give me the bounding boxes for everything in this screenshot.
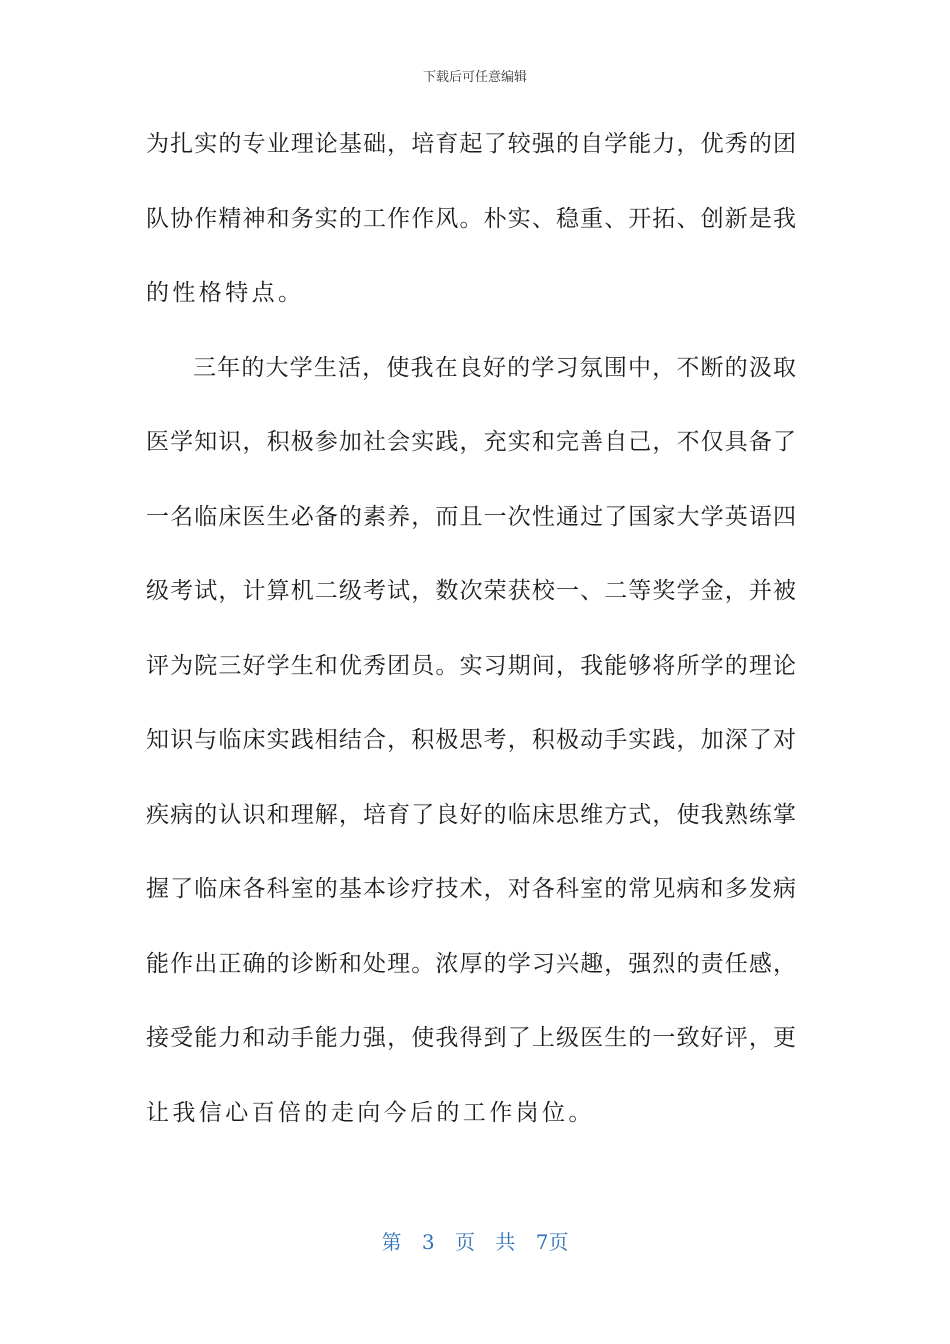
paragraph-2-line-4: 级考试，计算机二级考试，数次荣获校一、二等奖学金，并被 — [146, 578, 796, 604]
paragraph-2-line-7: 疾病的认识和理解，培育了良好的临床思维方式，使我熟练掌 — [146, 801, 796, 828]
paragraph-2-line-3: 一名临床医生必备的素养，而且一次性通过了国家大学英语四 — [146, 503, 796, 530]
page-footer — [0, 1226, 950, 1255]
paragraph-2-line-2: 医学知识，积极参加社会实践，充实和完善自己，不仅具备了 — [146, 429, 796, 455]
paragraph-2-line-1: 三年的大学生活，使我在良好的学习氛围中，不断的汲取 — [193, 354, 796, 381]
page-header: 下载后可任意编辑 — [422, 70, 527, 85]
footer-label-gong: 共 — [495, 1230, 516, 1254]
footer-page-total: 7页 — [535, 1230, 569, 1254]
footer-label-ye: 页 — [455, 1230, 475, 1254]
paragraph-2-line-11: 让我信心百倍的走向今后的工作岗位。 — [146, 1099, 595, 1126]
paragraph-2-line-5: 评为院三好学生和优秀团员。实习期间，我能够将所学的理论 — [146, 652, 796, 679]
paragraph-2-line-9: 能作出正确的诊断和处理。浓厚的学习兴趣，强烈的责任感， — [146, 950, 796, 977]
footer-page-current: 3 — [421, 1230, 435, 1254]
paragraph-2-line-8: 握了临床各科室的基本诊疗技术，对各科室的常见病和多发病 — [146, 876, 796, 902]
paragraph-1-line-1: 为扎实的专业理论基础，培育起了较强的自学能力，优秀的团 — [146, 131, 796, 157]
paragraph-1-line-2: 队协作精神和务实的工作作风。朴实、稳重、开拓、创新是我 — [146, 205, 796, 232]
document-body — [146, 120, 796, 1163]
paragraph-2-line-10: 接受能力和动手能力强，使我得到了上级医生的一致好评，更 — [146, 1025, 796, 1051]
footer-label-di: 第 — [381, 1230, 402, 1254]
paragraph-2-line-6: 知识与临床实践相结合，积极思考，积极动手实践，加深了对 — [146, 727, 796, 753]
paragraph-1-line-3: 的性格特点。 — [146, 280, 305, 306]
